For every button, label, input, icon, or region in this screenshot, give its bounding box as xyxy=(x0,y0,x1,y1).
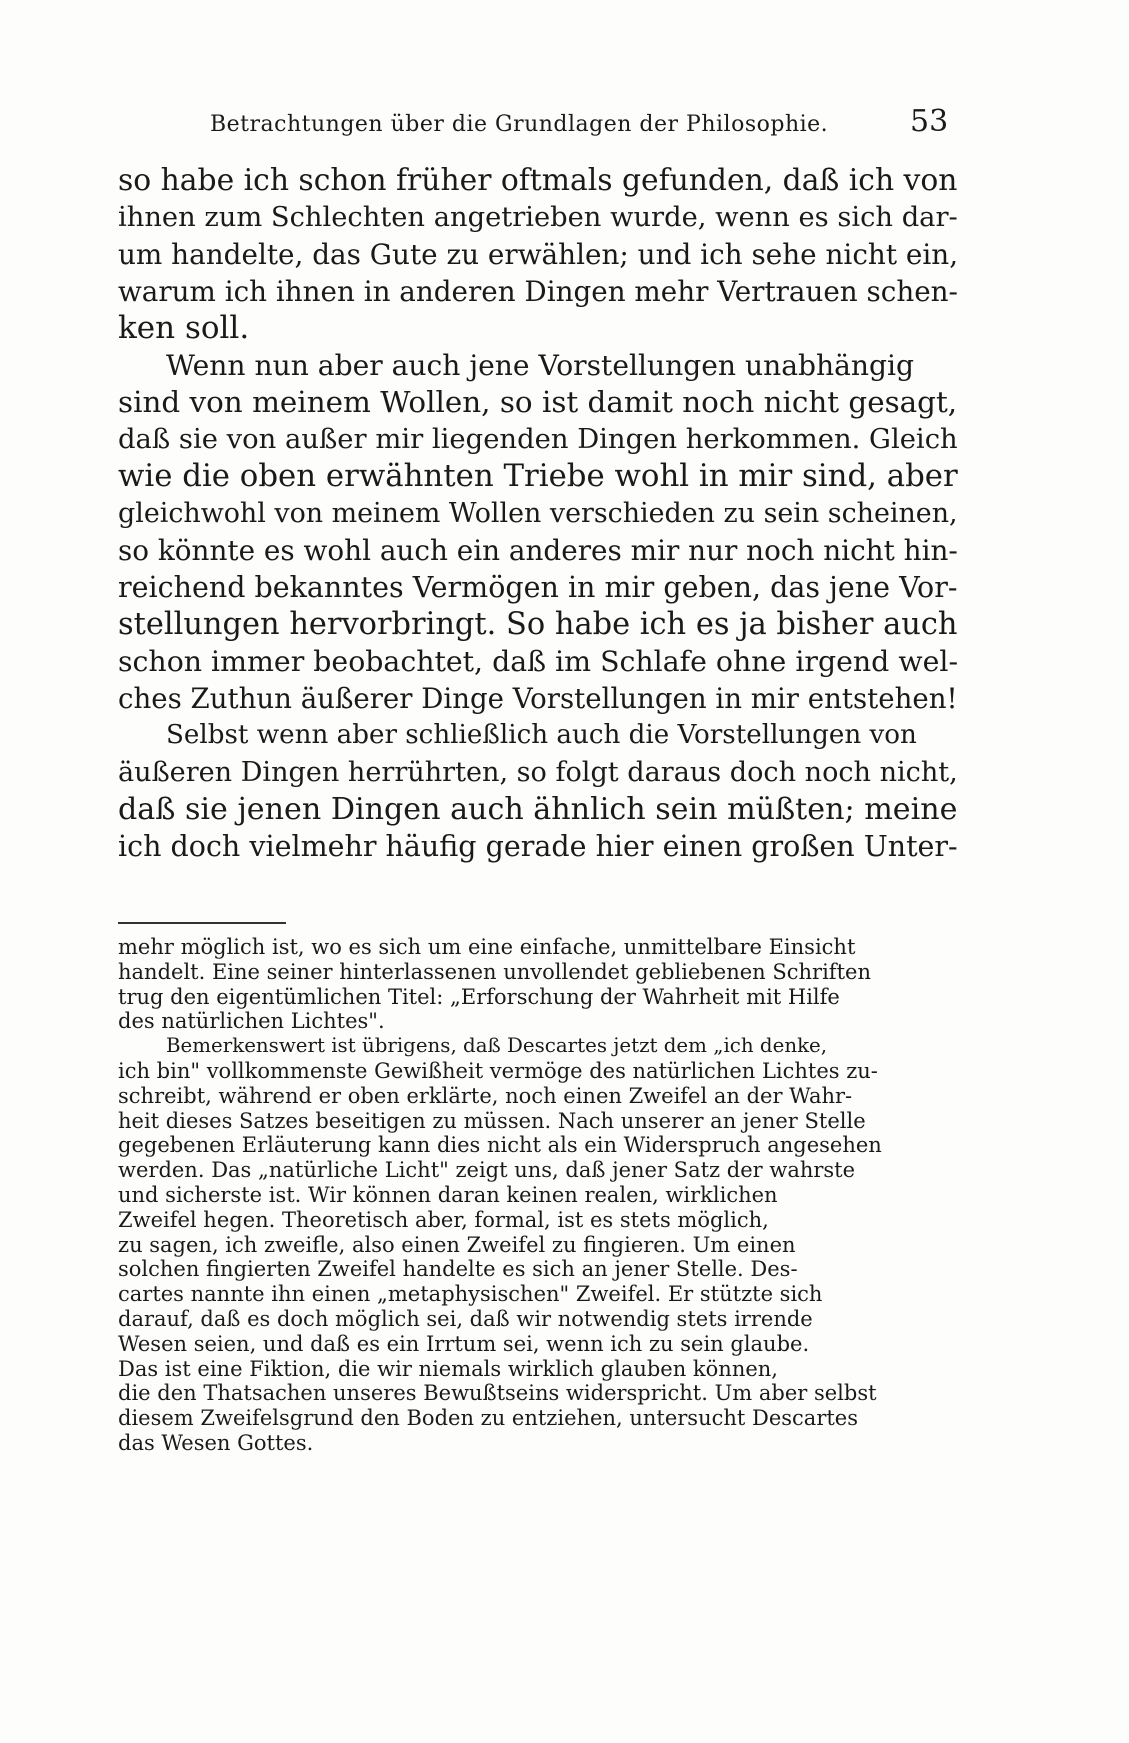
footnote-line: ich bin" vollkommenste Gewißheit vermöge des natürlichen Lichtes zu- xyxy=(118,1058,878,1083)
body-line: um handelte, das Gute zu erwählen; und ich sehe nicht ein, xyxy=(118,238,958,271)
footnote-line: schreibt, während er oben erklärte, noch einen Zweifel an der Wahr- xyxy=(118,1083,853,1108)
footnote-line: heit dieses Satzes beseitigen zu müssen. Nach unserer an jener Stelle xyxy=(118,1108,866,1133)
body-line: gleichwohl von meinem Wollen verschieden zu sein scheinen, xyxy=(118,498,958,529)
footnote-divider xyxy=(118,922,286,924)
footnote-line: diesem Zweifelsgrund den Boden zu entziehen, untersucht Descartes xyxy=(118,1406,859,1431)
footnote-line: solchen fingierten Zweifel handelte es sich an jener Stelle. Des- xyxy=(118,1257,798,1282)
footnote-line: gegebenen Erläuterung kann dies nicht als ein Widerspruch angesehen xyxy=(118,1133,882,1158)
footnote-line: des natürlichen Lichtes". xyxy=(118,1009,385,1034)
body-line: schon immer beobachtet, daß im Schlafe ohne irgend wel- xyxy=(118,645,958,678)
body-line: ches Zuthun äußerer Dinge Vorstellungen in mir entstehen! xyxy=(118,682,958,715)
body-line: ich doch vielmehr häufig gerade hier einen großen Unter- xyxy=(118,830,958,863)
footnote-line: zu sagen, ich zweifle, also einen Zweifel zu fingieren. Um einen xyxy=(118,1232,796,1257)
body-line: reichend bekanntes Vermögen in mir geben, das jene Vor- xyxy=(118,571,958,604)
body-line: äußeren Dingen herrührten, so folgt daraus doch noch nicht, xyxy=(118,757,958,788)
footnote-line: Zweifel hegen. Theoretisch aber, formal, ist es stets möglich, xyxy=(118,1207,769,1232)
body-line: daß sie von außer mir liegenden Dingen herkommen. Gleich xyxy=(118,424,958,455)
body-line: daß sie jenen Dingen auch ähnlich sein müßten; meine xyxy=(118,792,958,827)
footnote-line: Wesen seien, und daß es ein Irrtum sei, wenn ich zu sein glaube. xyxy=(118,1331,810,1356)
footnote-line: cartes nannte ihn einen „metaphysischen" Zweifel. Er stützte sich xyxy=(118,1282,823,1307)
footnote-line: werden. Das „natürliche Licht" zeigt uns, daß jener Satz der wahrste xyxy=(118,1158,856,1183)
body-line: ihnen zum Schlechten angetrieben wurde, wenn es sich dar- xyxy=(118,202,958,233)
footnotes xyxy=(118,935,960,1456)
footnote-line: handelt. Eine seiner hinterlassenen unvollendet gebliebenen Schriften xyxy=(118,959,871,984)
footnote-line: trug den eigentümlichen Titel: „Erforschung der Wahrheit mit Hilfe xyxy=(118,984,840,1009)
body-line: wie die oben erwähnten Triebe wohl in mir sind, aber xyxy=(118,458,958,494)
body-line: Selbst wenn aber schließlich auch die Vorstellungen von xyxy=(166,720,917,750)
body-line: ken soll. xyxy=(118,310,250,346)
body-line: Wenn nun aber auch jene Vorstellungen unabhängig xyxy=(166,349,915,382)
page-number: 53 xyxy=(910,104,949,139)
footnote-line: und sicherste ist. Wir können daran keinen realen, wirklichen xyxy=(118,1182,778,1207)
body-line: stellungen hervorbringt. So habe ich es ja bisher auch xyxy=(118,607,958,642)
footnote-line: die den Thatsachen unseres Bewußtseins widerspricht. Um aber selbst xyxy=(118,1381,877,1406)
body-line: so könnte es wohl auch ein anderes mir nur noch nicht hin- xyxy=(118,534,958,567)
main-text xyxy=(118,162,958,865)
body-line: sind von meinem Wollen, so ist damit noch nicht gesagt, xyxy=(118,385,958,419)
body-line: warum ich ihnen in anderen Dingen mehr Vertrauen schen- xyxy=(118,275,958,308)
footnote-line: darauf, daß es doch möglich sei, daß wir notwendig stets irrende xyxy=(118,1306,813,1331)
footnote-line: das Wesen Gottes. xyxy=(118,1430,314,1455)
footnote-line: mehr möglich ist, wo es sich um eine einfache, unmittelbare Einsicht xyxy=(118,935,856,959)
running-head: Betrachtungen über die Grundlagen der Philosophie. xyxy=(210,112,829,137)
body-line: so habe ich schon früher oftmals gefunden, daß ich von xyxy=(118,163,958,198)
footnote-line: Bemerkenswert ist übrigens, daß Descartes jetzt dem „ich denke, xyxy=(166,1034,828,1058)
footnote-line: Das ist eine Fiktion, die wir niemals wirklich glauben können, xyxy=(118,1356,778,1381)
